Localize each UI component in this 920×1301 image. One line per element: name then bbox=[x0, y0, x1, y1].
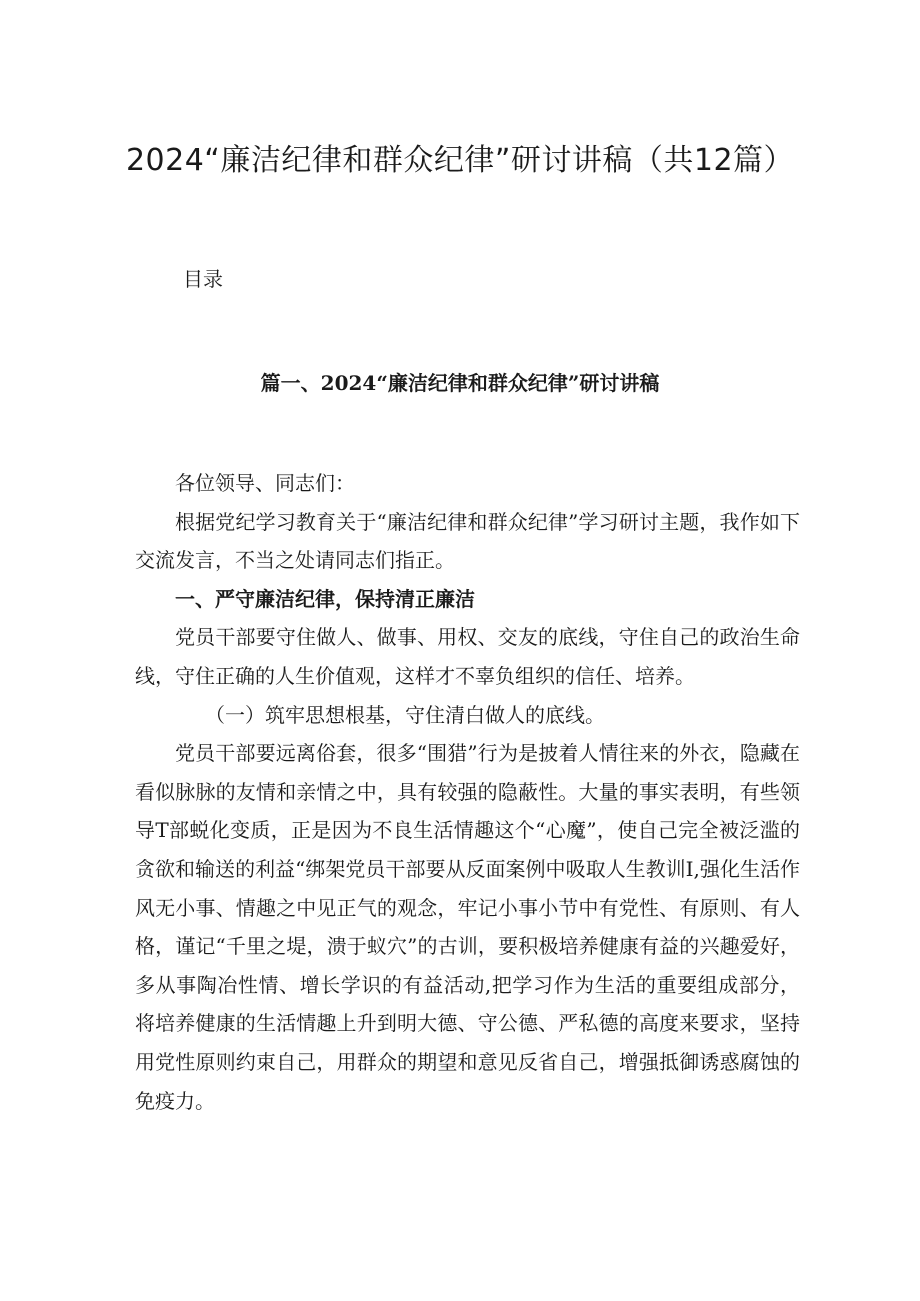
body-paragraph-1: 党员干部要守住做人、做事、用权、交友的底线，守住自己的政治生命线，守住正确的人生价值观，这样才不辜负组织的信任、培养。 bbox=[135, 625, 800, 688]
section-heading-1: 一、严守廉洁纪律，保持清正廉洁 bbox=[175, 586, 475, 611]
body-paragraph-2: 党员干部要远离俗套，很多“围猎”行为是披着人情往来的外衣，隐藏在看似脉脉的友情和亲情之中，具有较强的隐蔽性。大量的事实表明，有些领导T部蜕化变质，正是因为不良生活情趣这个“心魔”，使自己完全被泛滥的贪欲和输送的利益“绑架党员干部要从反面案例中吸取人生教训I,强化生活作风无小事、情趣之中见正气的观念，牢记小事小节中有党性、有原则、有人格，谨记“千里之堤，溃于蚁穴”的古训，要积极培养健康有益的兴趣爱好，多从事陶冶性情、增长学识的有益活动,把学习作为生活的重要组成部分，将培养健康的生活情趣上升到明大德、守公德、严私德的高度来要求，坚持用党性原则约束自己，用群众的期望和意见反省自己，增强抵御诱惑腐蚀的免疫力。 bbox=[135, 741, 800, 1113]
intro-paragraph: 根据党纪学习教育关于“廉洁纪律和群众纪律”学习研讨主题，我作如下交流发言，不当之处请同志们指正。 bbox=[135, 509, 800, 573]
greeting-paragraph: 各位领导、同志们： bbox=[175, 471, 355, 495]
document-title: 2024“廉洁纪律和群众纪律”研讨讲稿（共12篇） bbox=[125, 143, 795, 178]
section-title: 篇一、2024“廉洁纪律和群众纪律”研讨讲稿 bbox=[260, 371, 660, 395]
sub-heading-1: （一）筑牢思想根基，守住清白做人的底线。 bbox=[205, 702, 605, 727]
table-of-contents-label: 目录 bbox=[183, 267, 223, 291]
body-text bbox=[135, 464, 800, 1120]
